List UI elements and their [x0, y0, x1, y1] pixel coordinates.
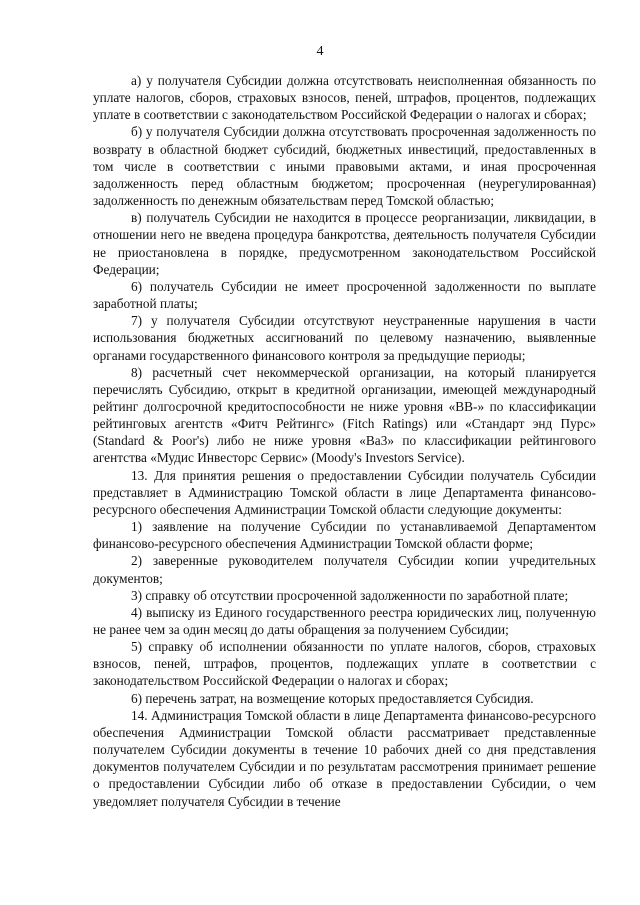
- paragraph-13-required-documents: 13. Для принятия решения о предоставлении Субсидии получатель Субсидии представляет в Администрацию Томской области в лице Департамента финансово-ресурсного обеспечения Администрации Томской области следующие документы:: [93, 467, 596, 517]
- list-item-5-tax-certificate: 5) справку об исполнении обязанности по уплате налогов, сборов, страховых взносов, пеней, штрафов, процентов, подлежащих уплате в соответствии с законодательством Российской Федерации о налогах и сборах;: [93, 639, 596, 689]
- list-item-2-founding-documents: 2) заверенные руководителем получателя Субсидии копии учредительных документов;: [93, 553, 596, 586]
- list-item-3-wage-certificate: 3) справку об отсутствии просроченной задолженности по заработной плате;: [131, 587, 569, 603]
- paragraph-7-budget-violations: 7) у получателя Субсидии отсутствуют неустраненные нарушения в части использования бюджетных ассигнований по целевому назначению, выявленные органами государственного финансового контроля за предыдущие периоды;: [93, 313, 596, 363]
- paragraph-6-wage-arrears: 6) получатель Субсидии не имеет просроченной задолженности по выплате заработной платы;: [93, 278, 596, 312]
- paragraph-b-overdue-debt: б) у получателя Субсидии должна отсутствовать просроченная задолженность по возврату в областной бюджет субсидий, бюджетных инвестиций, предоставленных в том числе в соответствии с иными правовыми актами, и иная просроченная задолженность перед областным бюджетом; просроченная (неурегулированная) задолженность по денежным обязательствам перед Томской областью;: [93, 124, 596, 209]
- page-number: 4: [316, 44, 324, 59]
- list-item-4-registry-extract: 4) выписку из Единого государственного реестра юридических лиц, полученную не ранее чем за один месяц до даты обращения за получением Субсидии;: [93, 604, 596, 637]
- list-item-6-expense-list: 6) перечень затрат, на возмещение которых предоставляется Субсидия.: [131, 690, 534, 706]
- paragraph-14-review-decision: 14. Администрация Томской области в лице Департамента финансово-ресурсного обеспечения Администрации Томской области рассматривает представленные получателем Субсидии документы в течение 10 рабочих дней со дня представления документов получателем Субсидии и по результатам рассмотрения принимает решение о предоставлении Субсидии либо об отказе в предоставлении Субсидии, о чем уведомляет получателя Субсидии в течение: [93, 707, 596, 809]
- paragraph-8-bank-account-rating: 8) расчетный счет некоммерческой организации, на который планируется перечислять Субсидию, открыт в кредитной организации, имеющей международный рейтинг долгосрочной кредитоспособности не ниже уровня «BB-» по классификации рейтинговых агентств «Фитч Рейтингс» (Fitch Ratings) или «Стандарт энд Пурс» (Standard & Poor's) либо не ниже уровня «Ba3» по классификации рейтингового агентства «Мудис Инвесторс Сервис» (Moody's Investors Service).: [93, 364, 596, 466]
- document-body: [93, 72, 596, 810]
- paragraph-c-reorganization: в) получатель Субсидии не находится в процессе реорганизации, ликвидации, в отношении него не введена процедура банкротства, деятельность получателя Субсидии не приостановлена в порядке, предусмотренном законодательством Российской Федерации;: [93, 210, 596, 277]
- paragraph-a-tax-obligation: а) у получателя Субсидии должна отсутствовать неисполненная обязанность по уплате налогов, сборов, страховых взносов, пеней, штрафов, процентов, подлежащих уплате в соответствии с законодательством Российской Федерации о налогах и сборах;: [93, 73, 596, 123]
- list-item-1-application: 1) заявление на получение Субсидии по устанавливаемой Департаментом финансово-ресурсного обеспечения Администрации Томской области форме;: [93, 519, 596, 552]
